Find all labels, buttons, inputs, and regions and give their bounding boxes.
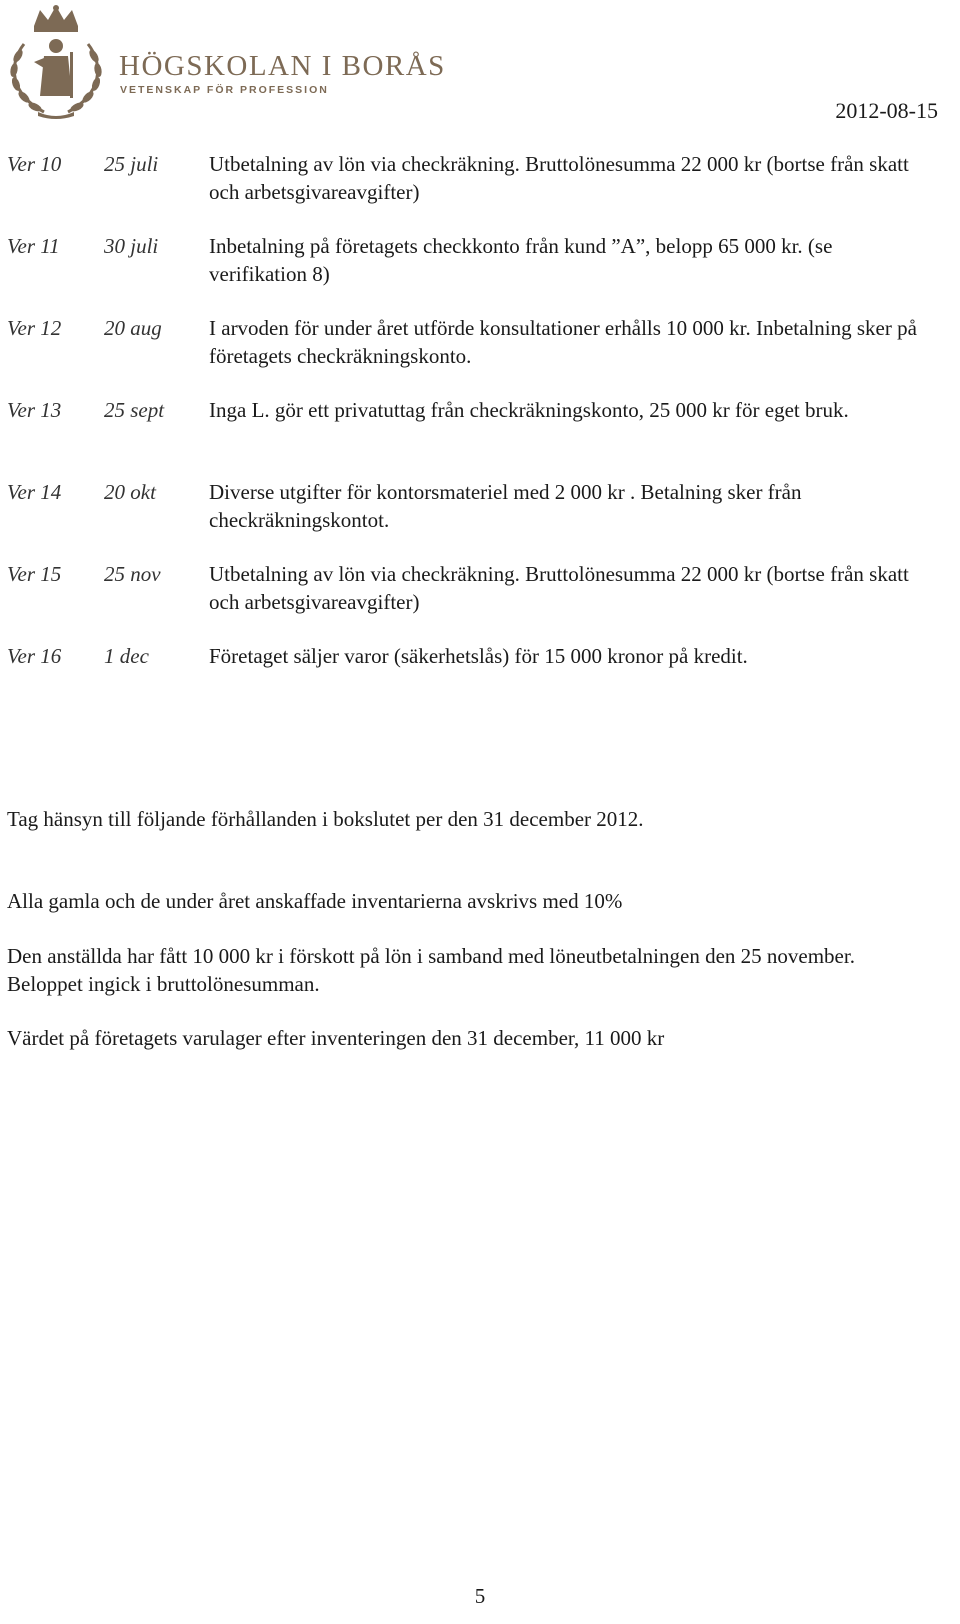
verification-number: Ver 13 — [7, 398, 62, 422]
verification-description: Företaget säljer varor (säkerhetslås) för 15 000 kronor på kredit. — [209, 644, 748, 668]
closing-item: Alla gamla och de under året anskaffade inventarierna avskrivs med 10% — [7, 889, 623, 913]
document-date: 2012-08-15 — [835, 98, 938, 123]
verification-number: Ver 14 — [7, 480, 62, 504]
verification-number: Ver 16 — [7, 644, 62, 668]
closing-item: Den anställda har fått 10 000 kr i förskott på lön i samband med löneutbetalningen den 25 november. Beloppet ingick i bruttolönesumman. — [7, 944, 855, 996]
university-seal-icon — [4, 4, 108, 120]
verification-description: I arvoden för under året utförde konsultationer erhålls 10 000 kr. Inbetalning sker på företagets checkräkningskonto. — [209, 316, 917, 368]
verification-date: 25 sept — [104, 398, 165, 422]
verification-date: 1 dec — [104, 644, 149, 668]
institution-name: HÖGSKOLAN I BORÅS — [119, 50, 446, 82]
verification-row — [0, 230, 960, 312]
verification-description: Inga L. gör ett privatuttag från checkräkningskonto, 25 000 kr för eget bruk. — [209, 398, 849, 422]
verification-description: Utbetalning av lön via checkräkning. Bruttolönesumma 22 000 kr (bortse från skatt och arbetsgivareavgifter) — [209, 562, 909, 614]
closing-item: Värdet på företagets varulager efter inventeringen den 31 december, 11 000 kr — [7, 1026, 665, 1050]
verification-row — [0, 394, 960, 476]
verification-date: 20 okt — [104, 480, 156, 504]
verification-date: 25 nov — [104, 562, 161, 586]
closing-intro: Tag hänsyn till följande förhållanden i bokslutet per den 31 december 2012. — [7, 807, 644, 831]
verification-row — [0, 148, 960, 230]
verification-date: 25 juli — [104, 152, 159, 176]
verification-row — [0, 558, 960, 640]
page-number: 5 — [474, 1584, 486, 1608]
verification-list — [0, 148, 960, 722]
verification-date: 30 juli — [104, 234, 159, 258]
verification-description: Inbetalning på företagets checkkonto från kund ”A”, belopp 65 000 kr. (se verifikation 8) — [209, 234, 833, 286]
verification-description: Diverse utgifter för kontorsmateriel med 2 000 kr . Betalning sker från checkräkningskontot. — [209, 480, 802, 532]
institution-tagline: VETENSKAP FÖR PROFESSION — [120, 84, 329, 96]
verification-number: Ver 12 — [7, 316, 62, 340]
verification-row — [0, 312, 960, 394]
verification-number: Ver 10 — [7, 152, 62, 176]
verification-description: Utbetalning av lön via checkräkning. Bruttolönesumma 22 000 kr (bortse från skatt och arbetsgivareavgifter) — [209, 152, 909, 204]
verification-number: Ver 11 — [7, 234, 60, 258]
page-header — [0, 0, 960, 130]
verification-row — [0, 476, 960, 558]
verification-number: Ver 15 — [7, 562, 62, 586]
verification-row — [0, 640, 960, 722]
verification-date: 20 aug — [104, 316, 162, 340]
